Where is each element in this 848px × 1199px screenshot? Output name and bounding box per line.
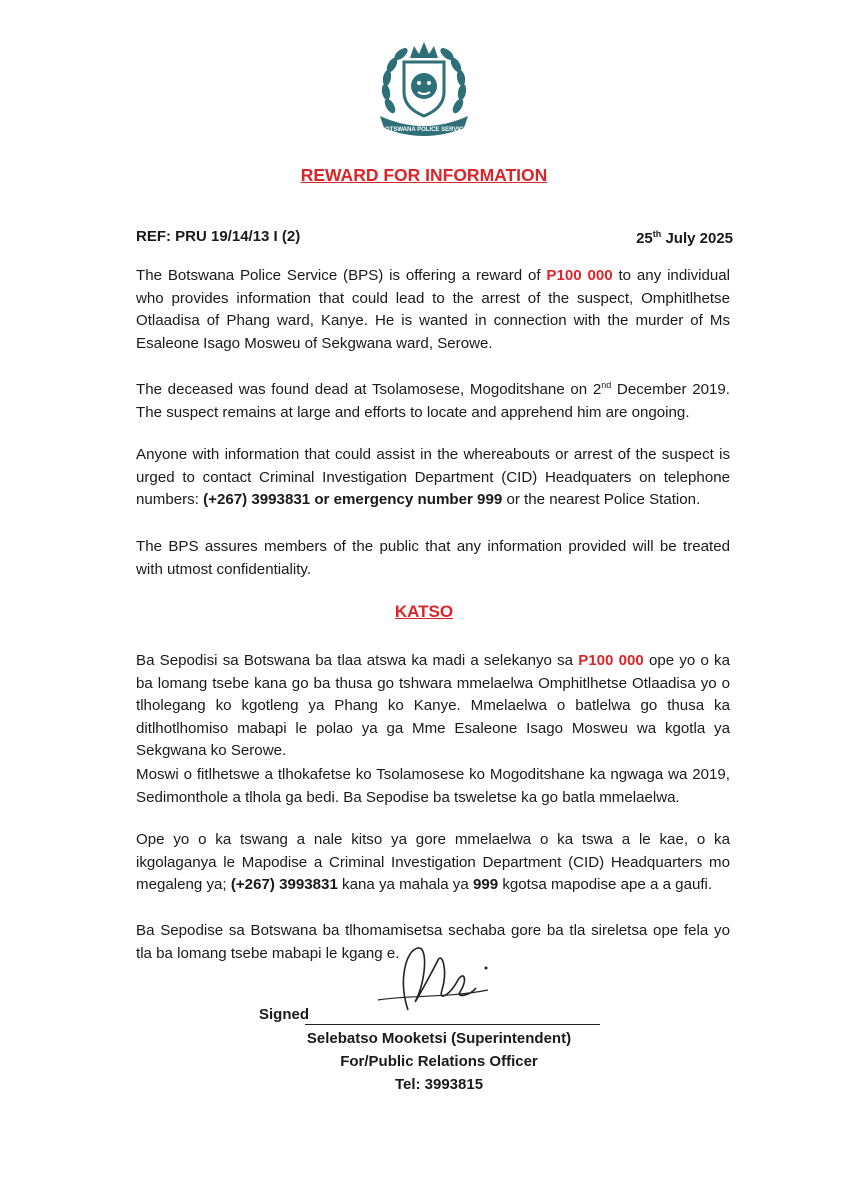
reference-number: REF: PRU 19/14/13 I (2): [136, 228, 301, 245]
text-run: Ba Sepodisi sa Botswana ba tlaa atswa ka madi a selekanyo sa: [136, 652, 579, 669]
signature-line: [305, 1024, 600, 1025]
text-run: kana ya mahala ya: [337, 876, 473, 893]
document-date: [636, 229, 733, 247]
text-run: to any individual who provides information that could lead to the arrest of the suspect, Omphitlhetse Otlaadisa of Phang ward, Kanye. He is wanted in connection with the murder of Ms Esaleone Isago Mosweu of Sekgwana ward, Serowe.: [136, 267, 731, 352]
crest-ribbon-text: BOTSWANA POLICE SERVICE: [380, 127, 468, 133]
date-month-year: July 2025: [661, 230, 733, 247]
english-paragraph-2: [136, 379, 730, 424]
signatory-telephone: Tel: 3993815: [394, 1076, 484, 1093]
text-run: December 2019. The suspect remains at large and efforts to locate and apprehend him are ongoing.: [136, 381, 730, 421]
ordinal-suffix: nd: [601, 379, 612, 390]
text-run: The Botswana Police Service (BPS) is offering a reward of: [136, 267, 547, 284]
setswana-heading: KATSO: [394, 602, 454, 621]
date-suffix: th: [652, 229, 662, 239]
english-paragraph-4: The BPS assures members of the public that any information provided will be treated with utmost confidentiality.: [136, 538, 730, 578]
text-run: ope yo o ka ba lomang tsebe kana go ba thusa go tshwara mmelaelwa Omphitlhetse Otlaadisa yo o tlholegang ko kgotleng ya Phang ko Kanye. Mmelaelwa o batlelwa go thusa ka ditlhotlhomiso mabapi le polao ya ga Mme Esaleone Isago Mosweu wa kgotla ya Sekgwana ko Serowe.: [136, 652, 730, 759]
handwritten-signature-icon: [368, 940, 508, 1020]
text-run: kgotsa mapodise ape a a gaufi.: [498, 876, 713, 893]
signed-label: Signed: [259, 1006, 310, 1023]
botswana-police-crest-icon: [372, 36, 476, 140]
signatory-name: Selebatso Mooketsi (Superintendent): [306, 1030, 572, 1047]
english-paragraph-3: [136, 444, 730, 512]
text-run: Ope yo o ka tswang a nale kitso ya gore mmelaelwa o ka tswa a le kae, o ka ikgolaganya le Mapodise a Criminal Investigation Department (CID) Headquarters mo megaleng ya;: [136, 831, 730, 893]
emergency-number: 999: [472, 876, 499, 893]
setswana-paragraph-1: [136, 650, 730, 763]
text-run: The deceased was found dead at Tsolamosese, Mogoditshane on 2: [136, 381, 602, 398]
contact-number: (+267) 3993831: [230, 876, 338, 893]
contact-numbers: (+267) 3993831 or emergency number 999: [203, 491, 503, 508]
date-day: 25: [636, 230, 653, 247]
setswana-paragraph-3: [136, 829, 730, 897]
text-run: or the nearest Police Station.: [502, 491, 701, 508]
reward-amount: P100 000: [546, 267, 613, 284]
page-title: REWARD FOR INFORMATION: [300, 165, 548, 185]
text-run: Anyone with information that could assist in the whereabouts or arrest of the suspect is urged to contact Criminal Investigation Department (CID) Headquaters on telephone numbers:: [136, 446, 730, 508]
reward-amount: P100 000: [578, 652, 644, 669]
english-paragraph-1: [136, 265, 730, 355]
setswana-paragraph-4: Ba Sepodise sa Botswana ba tlhomamisetsa sechaba gore ba tla sireletsa ope fela yo tla ba lomang tsebe mabapi le kgang e.: [136, 922, 730, 962]
signatory-role: For/Public Relations Officer: [340, 1053, 538, 1070]
setswana-paragraph-2: Moswi o fitlhetswe a tlhokafetse ko Tsolamosese ko Mogoditshane ka ngwaga wa 2019, Sedimonthole a tlhola ga bedi. Ba Sepodise ba tsweletse ka go batla mmelaelwa.: [136, 766, 730, 806]
